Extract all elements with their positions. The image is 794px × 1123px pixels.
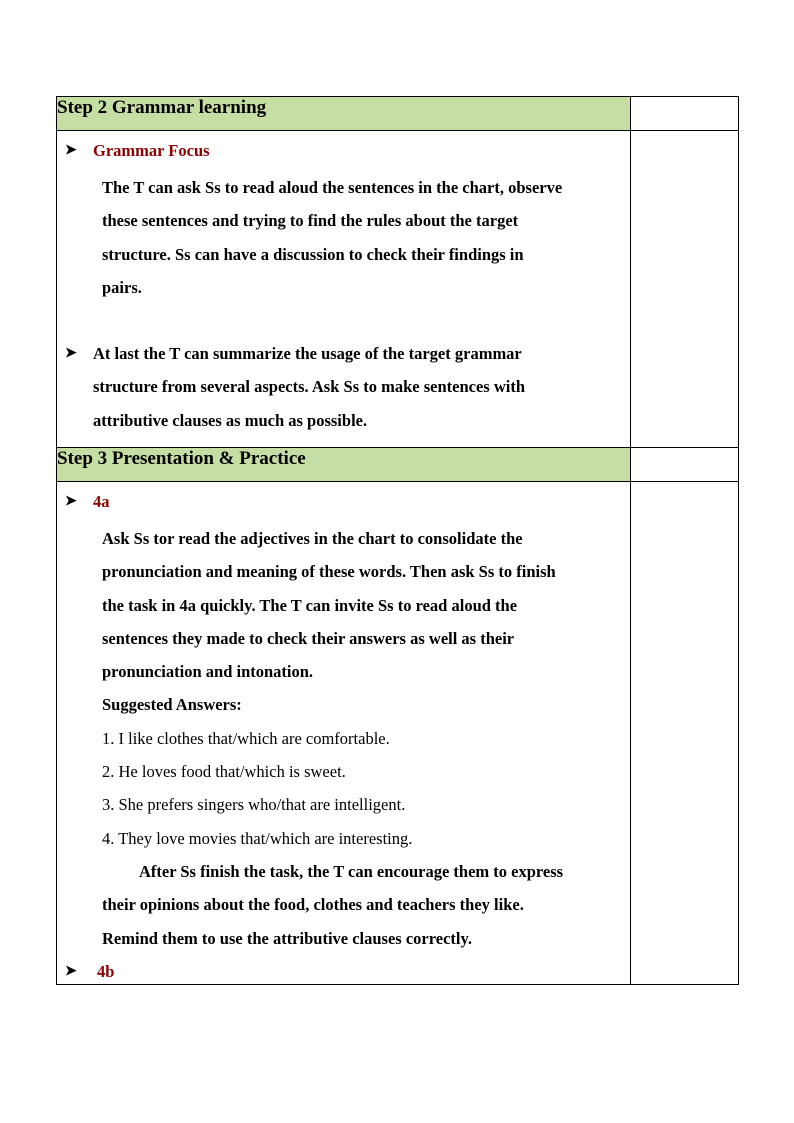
answer-item: 3. She prefers singers who/that are intelligent.	[102, 795, 406, 815]
grammar-focus-heading: Grammar Focus	[93, 141, 210, 160]
task-4a-line: pronunciation and meaning of these words. Then ask Ss to finish	[102, 562, 556, 582]
answers-heading: Suggested Answers:	[102, 695, 242, 715]
grammar-focus-line: structure. Ss can have a discussion to check their findings in	[102, 244, 524, 264]
task-4a-label: 4a	[93, 492, 110, 511]
task-4a-line: pronunciation and intonation.	[102, 662, 314, 682]
step3-header-row	[57, 448, 739, 482]
step3-side-cell	[631, 448, 739, 482]
task-4a-after-line: After Ss finish the task, the T can encourage them to express	[139, 861, 564, 881]
step2-content-cell	[57, 131, 631, 448]
step3-side-content-cell	[631, 482, 739, 985]
task-4b-item	[57, 955, 630, 988]
step2-title: Step 2 Grammar learning	[57, 97, 631, 131]
arrow-bullet-icon: ➤	[65, 963, 77, 979]
task-4a-after-line: their opinions about the food, clothes and teachers they like.	[102, 895, 524, 915]
step2-side-cell	[631, 97, 739, 131]
step2-content-row	[57, 131, 739, 448]
step3-content-row	[57, 482, 739, 985]
grammar-focus-line: pairs.	[102, 277, 142, 297]
task-4b-label: 4b	[97, 961, 115, 981]
summary-item	[57, 337, 630, 370]
grammar-focus-line: The T can ask Ss to read aloud the sentences in the chart, observe	[102, 178, 563, 197]
grammar-focus-line: these sentences and trying to find the rules about the target	[102, 211, 519, 231]
step2-side-content-cell	[631, 131, 739, 448]
step3-title: Step 3 Presentation & Practice	[57, 448, 631, 482]
answer-item: 1. I like clothes that/which are comfortable.	[102, 728, 390, 748]
summary-line: At last the T can summarize the usage of the target grammar	[93, 344, 522, 364]
step3-content-cell	[57, 482, 631, 985]
task-4a-after-line: Remind them to use the attributive clauses correctly.	[102, 928, 472, 948]
task-4a-line: Ask Ss tor read the adjectives in the chart to consolidate the	[102, 529, 523, 548]
answer-item: 4. They love movies that/which are interesting.	[102, 828, 413, 848]
arrow-bullet-icon: ➤	[65, 494, 77, 509]
summary-line: attributive clauses as much as possible.	[93, 410, 368, 430]
summary-line: structure from several aspects. Ask Ss to make sentences with	[93, 377, 526, 397]
task-4a-line: sentences they made to check their answers as well as their	[102, 628, 515, 648]
lesson-plan-table	[56, 96, 739, 985]
task-4a-item	[57, 490, 630, 513]
arrow-bullet-icon: ➤	[65, 143, 77, 158]
answer-item: 2. He loves food that/which is sweet.	[102, 762, 346, 782]
spacer	[57, 304, 630, 337]
step2-header-row	[57, 97, 739, 131]
task-4a-line: the task in 4a quickly. The T can invite Ss to read aloud the	[102, 595, 518, 615]
arrow-bullet-icon: ➤	[65, 346, 77, 362]
grammar-focus-item	[57, 139, 630, 162]
